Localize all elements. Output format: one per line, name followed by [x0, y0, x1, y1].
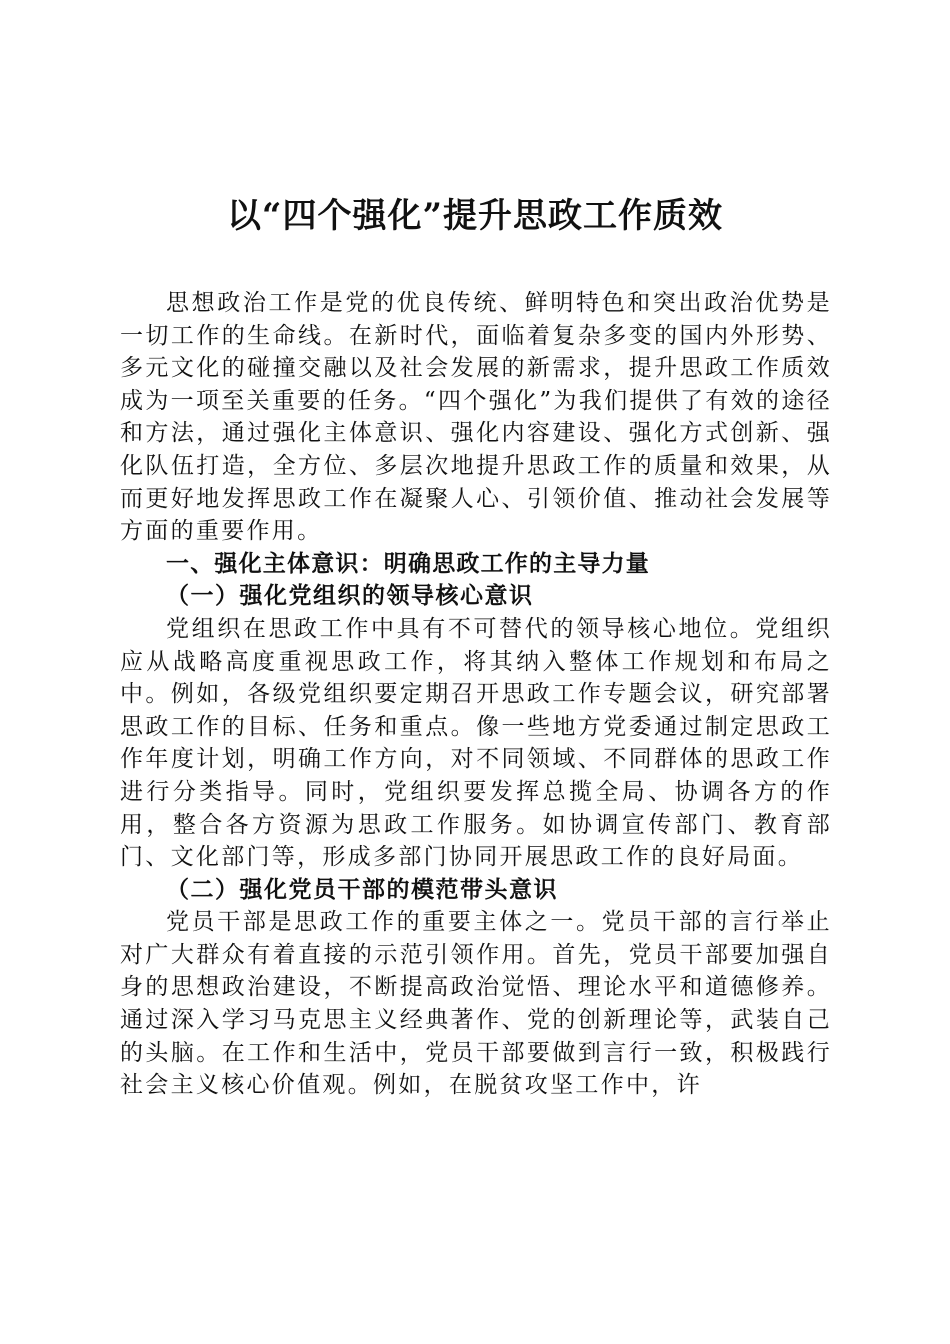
subsection-paragraph-1: 党组织在思政工作中具有不可替代的领导核心地位。党组织应从战略高度重视思政工作，将其纳入整体工作规划和布局之中。例如，各级党组织要定期召开思政工作专题会议，研究部署思政工作的目标、任务和重点。像一些地方党委通过制定思政工作年度计划，明确工作方向，对不同领域、不同群体的思政工作进行分类指导。同时，党组织要发挥总揽全局、协调各方的作用，整合各方资源为思政工作服务。如协调宣传部门、教育部门、文化部门等，形成多部门协同开展思政工作的良好局面。 — [120, 615, 832, 871]
subsection-heading-2: （二）强化党员干部的模范带头意识 — [166, 875, 558, 903]
subsection-heading-1: （一）强化党组织的领导核心意识 — [166, 582, 534, 610]
subsection-paragraph-2: 党员干部是思政工作的重要主体之一。党员干部的言行举止对广大群众有着直接的示范引领作用。首先，党员干部要加强自身的思想政治建设，不断提高政治觉悟、理论水平和道德修养。通过深入学习马克思主义经典著作、党的创新理论等，武装自己的头脑。在工作和生活中，党员干部要做到言行一致，积极践行社会主义核心价值观。例如，在脱贫攻坚工作中，许 — [120, 909, 832, 1099]
document-title: 以“四个强化”提升思政工作质效 — [226, 196, 724, 236]
document-body — [120, 287, 832, 1102]
section-heading-1: 一、强化主体意识：明确思政工作的主导力量 — [166, 550, 650, 577]
intro-paragraph: 思想政治工作是党的优良传统、鲜明特色和突出政治优势是一切工作的生命线。在新时代，面临着复杂多变的国内外形势、多元文化的碰撞交融以及社会发展的新需求，提升思政工作质效成为一项至关重要的任务。“四个强化”为我们提供了有效的途径和方法，通过强化主体意识、强化内容建设、强化方式创新、强化队伍打造，全方位、多层次地提升思政工作的质量和效果，从而更好地发挥思政工作在凝聚人心、引领价值、推动社会发展等方面的重要作用。 — [120, 290, 832, 545]
